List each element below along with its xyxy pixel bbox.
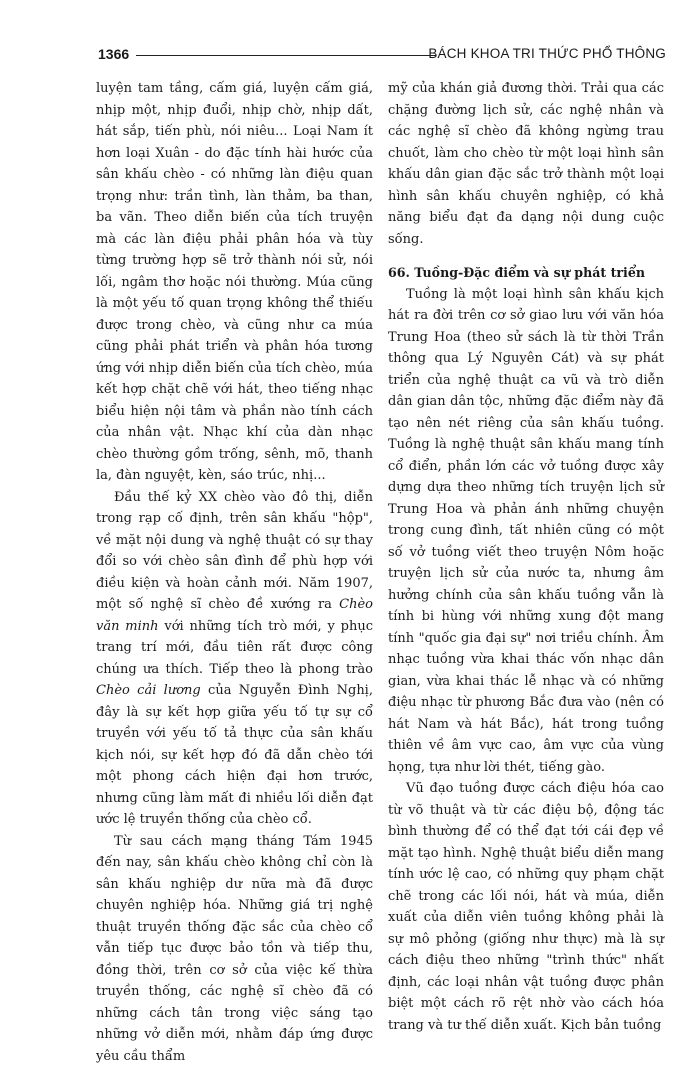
page-number: 1366 [98,46,129,62]
header-rule [136,55,436,56]
text-run: của Nguyễn Đình Nghị, đây là sự kết hợp giữa yếu tố tự sự cổ truyền với yếu tố tả thực của sân khấu kịch nói, sự kết hợp đó đã dẫn chèo tới một phong cách hiện đại hơn trước, nhưng cũng làm mất đi nhiều lối diễn đạt ước lệ truyền thống của chèo cổ. [96,683,373,827]
section-heading: 66. Tuồng-Đặc điểm và sự phát triển [388,262,664,284]
paragraph-chant-styles: luyện tam tầng, cấm giá, luyện cấm giá, nhịp một, nhịp đuổi, nhịp chờ, nhịp dất, hát sắp, tiến phù, nói niêu... Loại Nam ít hơn loại Xuân - do đặc tính hài hước của sân khấu chèo - có những làn điệu quan trọng như: trần tình, làn thảm, ba than, ba vãn. Theo diễn biến của tích truyện mà các làn điệu phải phân hóa và tùy từng trường hợp sẽ trở thành nói sử, nói lối, ngâm thơ hoặc nói thường. Múa cũng là một yếu tố quan trọng không thể thiếu được trong chèo, và cũng như ca múa cũng phải phát triển và phân hóa tương ứng với nhịp diễn biến của tích chèo, múa kết hợp chặt chẽ với hát, theo tiếng nhạc biểu hiện nội tâm và phần nào tính cách của nhân vật. Nhạc khí của dàn nhạc chèo thường gồm trống, sênh, mõ, thanh la, đàn nguyệt, kèn, sáo trúc, nhị... [96,78,373,487]
paragraph-urban-cheo [96,487,373,831]
right-column [388,78,664,1036]
paragraph-tuong-dance: Vũ đạo tuồng được cách điệu hóa cao từ võ thuật và từ các điệu bộ, động tác bình thường để có thể đạt tới cái đẹp về mặt tạo hình. Nghệ thuật biểu diễn mang tính ước lệ cao, có những quy phạm chặt chẽ trong các lối nói, hát và múa, diễn xuất của diễn viên tuồng không phải là sự mô phỏng (giống như thực) mà là sự cách điệu theo những "trình thức" nhất định, các loại nhân vật tuồng được phân biệt một cách rõ rệt nhờ vào cách hóa trang và tư thế diễn xuất. Kịch bản tuồng [388,778,664,1036]
text-run: với những tích trò mới, y phục trang trí mới, đầu tiên rất được công chúng ưa thích. Tiếp theo là phong trào [96,619,373,677]
paragraph-tuong-intro: Tuồng là một loại hình sân khấu kịch hát ra đời trên cơ sở giao lưu với văn hóa Trung Hoa (theo sử sách là từ thời Trần thông qua Lý Nguyên Cát) và sự phát triển của nghệ thuật ca vũ và trò diễn dân gian dân tộc, những đặc điểm này đã tạo nên nét riêng của sân khấu tuồng. Tuồng là nghệ thuật sân khấu mang tính cổ điển, phần lớn các vở tuồng được xây dựng dựa theo những tích truyện lịch sử Trung Hoa và phản ánh những chuyện trong cung đình, tất nhiên cũng có một số vở tuồng viết theo truyện Nôm hoặc truyện lịch sử của nước ta, nhưng âm hưởng chính của sân khấu tuồng vẫn là tính bi hùng với những xung đột mang tính "quốc gia đại sự" nơi triều chính. Âm nhạc tuồng vừa khai thác vốn nhạc dân gian, vừa khai thác lễ nhạc và có những điệu nhạc từ phương Bắc đưa vào (nên có hát Nam và hát Bắc), hát trong tuồng thiên về âm vực cao, âm vực của vùng họng, tựa như lời thét, tiếng gào. [388,284,664,779]
italic-title-cheo-van-minh: Chèo văn minh [96,597,373,634]
paragraph-after-revolution: Từ sau cách mạng tháng Tám 1945 đến nay, sân khấu chèo không chỉ còn là sân khấu nghiệp dư nữa mà đã được chuyên nghiệp hóa. Những giá trị nghệ thuật truyền thống đặc sắc của chèo cổ vẫn tiếp tục được bảo tồn và tiếp thu, đồng thời, trên cơ sở của việc kế thừa truyền thống, các nghệ sĩ chèo đã có những cách tân trong việc sáng tạo những vở diễn mới, nhằm đáp ứng được yêu cầu thẩm [96,831,373,1067]
left-column [96,78,373,1067]
running-title: BÁCH KHOA TRI THỨC PHỔ THÔNG [428,46,666,61]
italic-title-cheo-cai-luong: Chèo cải lương [96,683,201,698]
text-run: Đầu thế kỷ XX chèo vào đô thị, diễn trong rạp cố định, trên sân khấu "hộp", về mặt nội dung và nghệ thuật có sự thay đổi so với chèo sân đình để phù hợp với điều kiện và hoàn cảnh mới. Năm 1907, một số nghệ sĩ chèo đề xướng ra [96,490,373,613]
page-header [98,44,666,66]
paragraph-continuation: mỹ của khán giả đương thời. Trải qua các chặng đường lịch sử, các nghệ nhân và các nghệ sĩ chèo đã không ngừng trau chuốt, làm cho chèo từ một loại hình sân khấu dân gian đặc sắc trở thành một loại hình sân khấu chuyên nghiệp, có khả năng biểu đạt đa dạng nội dung cuộc sống. [388,78,664,250]
